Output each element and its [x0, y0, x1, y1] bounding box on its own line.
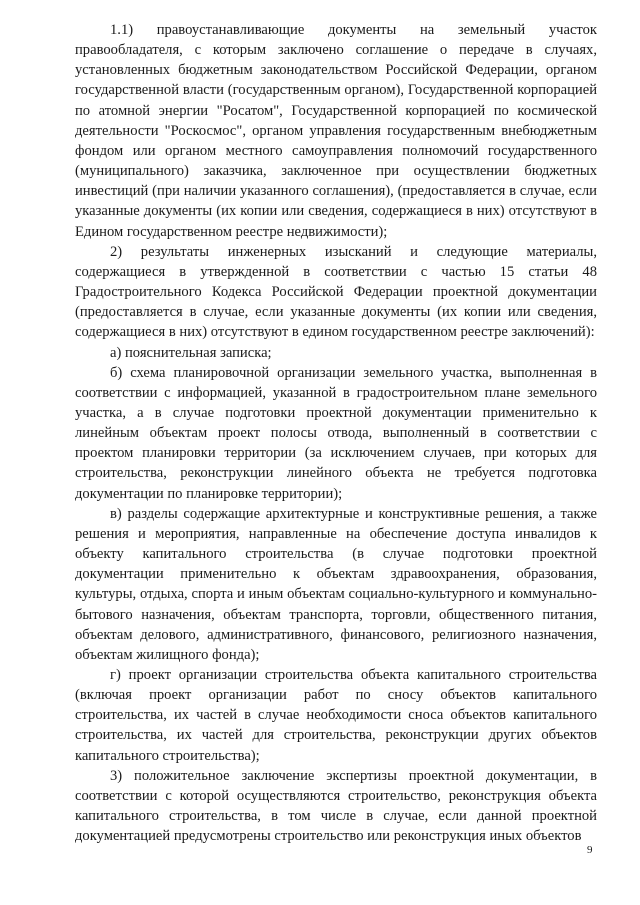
paragraph-1-1: 1.1) правоустанавливающие документы на земельный участок правообладателя, с которым заключено соглашение о передаче в случаях, установленных бюджетным законодательством Российской Федерации, органом государственной власти (государственным органом), Государственной корпорацией по атомной энергии "Росатом", Государственной корпорацией по космической деятельности "Роскосмос", органом управления государственным внебюджетным фондом или органом местного самоуправления полномочий государственного (муниципального) заказчика, заключенное при осуществлении бюджетных инвестиций (при наличии указанного соглашения), (предоставляется в случае, если указанные документы (их копии или сведения, содержащиеся в них) отсутствуют в Едином государственном реестре недвижимости);: [75, 22, 597, 240]
paragraph-2g: г) проект организации строительства объекта капитального строительства (включая проект организации работ по сносу объектов капитального строительства, их частей в случае необходимости сноса объектов капитального строительства, их частей для строительства, реконструкции других объектов капитального строительства);: [75, 667, 597, 764]
paragraph-2a: а) пояснительная записка;: [110, 344, 272, 361]
paragraph-2v: в) разделы содержащие архитектурные и конструктивные решения, а также решения и мероприятия, направленные на обеспечение доступа инвалидов к объекту капитального строительства (в случае подготовки проектной документации применительно к объектам здравоохранения, образования, культуры, отдыха, спорта и иным объектам социально-культурного и коммунально-бытового назначения, объектам транспорта, торговли, общественного питания, объектам делового, административного, финансового, религиозного назначения, объектам жилищного фонда);: [75, 505, 597, 663]
page-number: 9: [587, 844, 593, 856]
paragraph-3: 3) положительное заключение экспертизы проектной документации, в соответствии с которой осуществляются строительство, реконструкция объекта капитального строительства, в том числе в случае, если данной проектной документацией предусмотрены строительство или реконструкция иных объектов: [75, 767, 597, 845]
document-body: [75, 20, 597, 846]
paragraph-2: 2) результаты инженерных изысканий и следующие материалы, содержащиеся в утвержденной в соответствии с частью 15 статьи 48 Градостроительного Кодекса Российской Федерации проектной документации (предоставляется в случае, если указанные документы (их копии или сведения, содержащиеся в них) отсутствуют в едином государственном реестре заключений):: [75, 243, 597, 341]
paragraph-2b: б) схема планировочной организации земельного участка, выполненная в соответствии с информацией, указанной в градостроительном плане земельного участка, а в случае подготовки проектной документации применительно к линейным объектам проект полосы отвода, выполненный в соответствии с проектом планировки территории (за исключением случаев, при которых для строительства, реконструкции линейного объекта не требуется подготовка документации по планировке территории);: [75, 364, 597, 502]
